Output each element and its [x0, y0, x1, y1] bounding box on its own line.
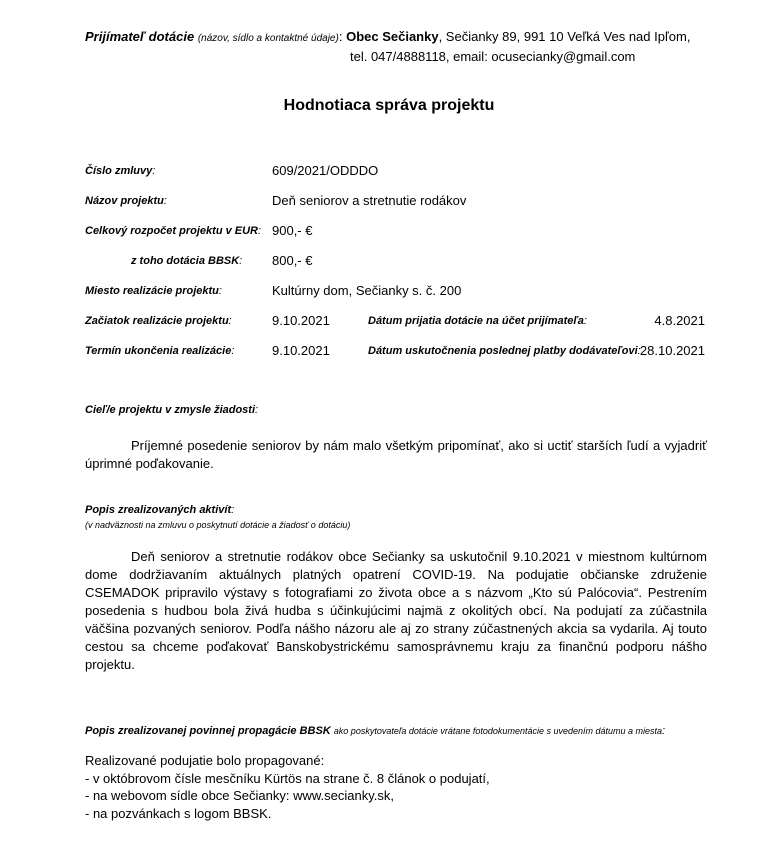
list-item: - na pozvánkach s logom BBSK.	[85, 805, 272, 821]
contract-number-value: 609/2021/ODDDO	[272, 163, 379, 178]
budget-value: 900,- €	[272, 223, 313, 238]
list-item: - na webovom sídle obce Sečianky: www.secianky.sk,	[85, 788, 395, 803]
promotion-intro: Realizované podujatie bolo propagované:	[85, 753, 325, 768]
activities-label: Popis zrealizovaných aktivít:	[85, 504, 235, 516]
organization-name: Obec Sečianky	[346, 29, 439, 44]
recipient-note: (názov, sídlo a kontaktné údaje)	[197, 33, 339, 44]
goal-text: Príjemné posedenie seniorov by nám malo všetkým pripomínať, ako si uctiť starších ľudí a vyjadriť úprimné poďakovanie.	[85, 438, 707, 471]
organization-address: , Sečianky 89, 991 10 Veľká Ves nad Ipľom,	[438, 29, 691, 44]
organization-contact: tel. 047/4888118, email: ocusecianky@gmail.com	[350, 49, 636, 64]
page-title: Hodnotiaca správa projektu	[283, 97, 495, 114]
budget-label: Celkový rozpočet projektu v EUR:	[85, 225, 262, 237]
received-date-value: 4.8.2021	[654, 313, 705, 328]
list-item: - v októbrovom čísle mesčníku Kürtös na strane č. 8 článok o podujatí,	[85, 770, 490, 786]
activities-note: (v nadväznosti na zmluvu o poskytnutí dotácie a žiadosť o dotáciu)	[85, 520, 351, 530]
start-date-label: Začiatok realizácie projektu:	[85, 315, 232, 327]
last-payment-value: 28.10.2021	[639, 343, 705, 358]
recipient-line	[85, 29, 690, 44]
contract-number-label: Číslo zmluvy:	[85, 165, 156, 177]
subsidy-label: z toho dotácia BBSK:	[131, 255, 243, 267]
received-date-label: Dátum prijatia dotácie na účet prijímateľa:	[368, 315, 587, 327]
recipient-colon: :	[338, 29, 343, 44]
subsidy-value: 800,- €	[272, 253, 313, 268]
recipient-label: Prijímateľ dotácie	[85, 29, 195, 44]
project-name-value: Deň seniorov a stretnutie rodákov	[272, 193, 467, 208]
last-payment-label: Dátum uskutočnenia poslednej platby dodávateľovi:	[368, 345, 641, 357]
activities-text: Deň seniorov a stretnutie rodákov obce Sečianky sa uskutočnil 9.10.2021 v miestnom kultúrnom dome dodržiavaním aktuálnych platných opatrení COVID-19. Na podujatie občianske združenie CSEMADOK pripravilo výstavy s fotografiami zo života obce a s názvom „Kto sú Palócovia“. Pestrením posedenia s hudbou bola živá hudba s účinkujúcimi najmä z okolitých obcí. Na podujatí za zúčastnila väčšina pozvaných seniorov. Podľa nášho názoru ale aj zo strany zúčastnených akcia sa vydarila. Aj touto cestou sa chceme poďakovať Banskobystrickému samosprávnemu kraju za finančnú podporu nášho projektu.	[85, 549, 707, 672]
promotion-label: Popis zrealizovanej povinnej propagácie BBSK ako poskytovateľa dotácie vrátane fotodokumentácie s uvedením dátumu a miesta:	[85, 725, 666, 737]
place-value: Kultúrny dom, Sečianky s. č. 200	[272, 283, 462, 298]
place-label: Miesto realizácie projektu:	[85, 285, 222, 297]
project-name-label: Názov projektu:	[85, 195, 167, 207]
promotion-list	[85, 752, 490, 822]
goal-label: Cieľ/e projektu v zmysle žiadosti:	[85, 404, 259, 416]
start-date-value: 9.10.2021	[272, 313, 330, 328]
end-date-label: Termín ukončenia realizácie:	[85, 345, 235, 357]
end-date-value: 9.10.2021	[272, 343, 330, 358]
